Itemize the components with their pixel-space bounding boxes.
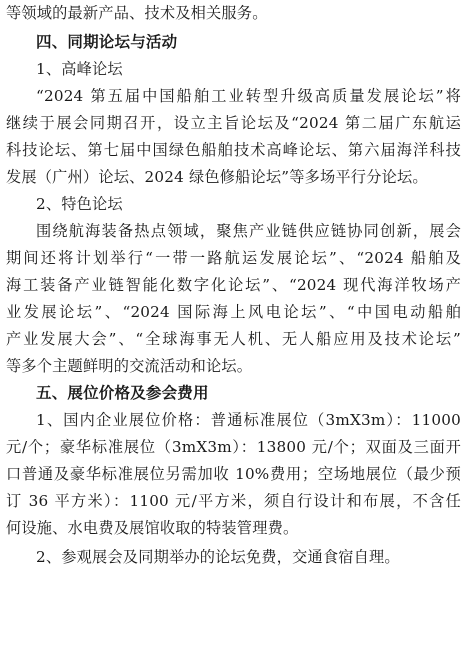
paragraph-line: 订 36 平方米）：1100 元/平方米，须自行设计和布展，不含任: [6, 492, 461, 510]
section-heading-5: 五、展位价格及参会费用: [36, 384, 209, 402]
paragraph-line: 元/个；豪华标准展位（3mX3m）：13800 元/个；双面及三面开: [6, 438, 461, 456]
paragraph-line: 围绕航海装备热点领域，聚焦产业链供应链协同创新，展会: [36, 222, 461, 240]
paragraph-line: 继续于展会同期召开，设立主旨论坛及“2024 第二届广东航运: [6, 114, 461, 132]
paragraph-line: 海工装备产业链智能化数字化论坛”、“2024 现代海洋牧场产: [6, 276, 461, 294]
paragraph-line: 科技论坛、第七届中国绿色船舶技术高峰论坛、第六届海洋科技: [6, 141, 461, 159]
paragraph-line: 业发展论坛”、“2024 国际海上风电论坛”、“中国电动船舶: [6, 303, 461, 321]
paragraph-line: 2、参观展会及同期举办的论坛免费，交通食宿自理。: [36, 548, 400, 566]
paragraph-line: 产业发展大会”、“全球海事无人机、无人船应用及技术论坛”: [6, 330, 461, 348]
paragraph-line: 等多个主题鲜明的交流活动和论坛。: [6, 357, 253, 375]
paragraph-line: 口普通及豪华标准展位另需加收 10%费用；空场地展位（最少预: [6, 465, 461, 483]
paragraph-line: 1、国内企业展位价格：普通标准展位（3mX3m）：11000: [36, 411, 461, 429]
paragraph-line: “2024 第五届中国船舶工业转型升级高质量发展论坛”将: [36, 87, 461, 105]
section-heading-4: 四、同期论坛与活动: [36, 33, 178, 51]
paragraph-line: 期间还将计划举行“一带一路航运发展论坛”、“2024 船舶及: [6, 249, 461, 267]
subsection-heading-1: 1、高峰论坛: [36, 60, 123, 78]
text-line: 等领域的最新产品、技术及相关服务。: [6, 4, 268, 22]
subsection-heading-2: 2、特色论坛: [36, 195, 123, 213]
paragraph-line: 发展（广州）论坛、2024 绿色修船论坛”等多场平行分论坛。: [6, 168, 428, 186]
paragraph-line: 何设施、水电费及展馆收取的特装管理费。: [6, 519, 299, 537]
